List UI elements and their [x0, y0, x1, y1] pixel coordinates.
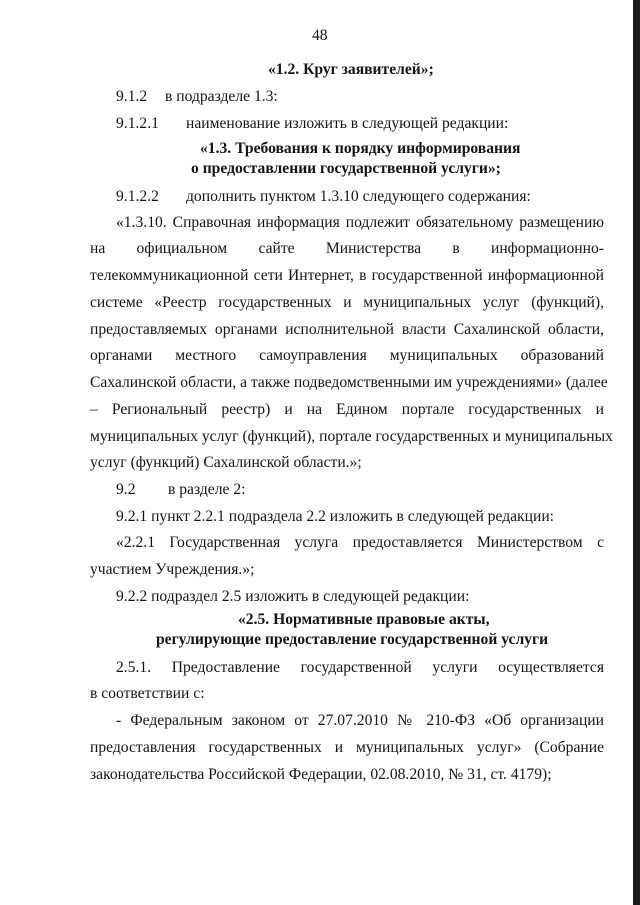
- para-1-3-10-line: услуг (функций) Сахалинской области.»;: [90, 454, 362, 471]
- heading-1-3-line1: «1.3. Требования к порядку информирования: [200, 140, 521, 157]
- item-9-1-2-number: 9.1.2: [116, 88, 148, 105]
- para-1-3-10-line: «1.3.10. Справочная информация подлежит обязательному размещению: [116, 214, 604, 231]
- item-9-2-1: 9.2.1 пункт 2.2.1 подраздела 2.2 изложить в следующей редакции:: [116, 508, 554, 525]
- para-law-line: - Федеральным законом от 27.07.2010 № 210-ФЗ «Об организации: [116, 712, 604, 729]
- item-9-1-2-2-text: дополнить пунктом 1.3.10 следующего содержания:: [186, 188, 531, 205]
- heading-1-3-line2: о предоставлении государственной услуги»;: [191, 160, 501, 177]
- page-number: 48: [312, 27, 328, 44]
- para-1-3-10-line: – Региональный реестр) и на Едином портале государственных и: [90, 401, 604, 418]
- para-1-3-10-line: Сахалинской области, а также подведомственными им учреждениями» (далее: [90, 374, 608, 391]
- para-1-3-10-line: органами местного самоуправления муниципальных образований: [90, 347, 604, 364]
- para-1-3-10-line: телекоммуникационной сети Интернет, в государственной информационной: [90, 267, 604, 284]
- item-9-2-text: в разделе 2:: [168, 481, 246, 498]
- item-9-1-2-2-number: 9.1.2.2: [116, 188, 159, 205]
- item-9-2-2: 9.2.2 подраздел 2.5 изложить в следующей редакции:: [116, 588, 470, 605]
- scan-edge-border: [633, 0, 640, 905]
- item-9-1-2-1-text: наименование изложить в следующей редакции:: [186, 115, 509, 132]
- item-9-1-2-text: в подразделе 1.3:: [165, 88, 278, 105]
- item-9-1-2-1-number: 9.1.2.1: [116, 115, 159, 132]
- heading-2-5-line2: регулирующие предоставление государственной услуги: [156, 631, 549, 648]
- para-2-5-1-line: 2.5.1. Предоставление государственной услуги осуществляется: [116, 659, 604, 676]
- para-2-5-1-line: в соответствии с:: [90, 685, 205, 702]
- para-2-2-1-line: «2.2.1 Государственная услуга предоставляется Министерством с: [116, 534, 604, 551]
- para-1-3-10-line: системе «Реестр государственных и муниципальных услуг (функций),: [90, 294, 604, 311]
- header-line: «1.2. Круг заявителей»;: [268, 61, 434, 78]
- para-law-line: предоставления государственных и муниципальных услуг» (Собрание: [90, 739, 604, 756]
- heading-2-5-line1: «2.5. Нормативные правовые акты,: [238, 611, 490, 628]
- para-1-3-10-line: муниципальных услуг (функций), портале государственных и муниципальных: [90, 428, 613, 445]
- item-9-2-number: 9.2: [116, 481, 136, 498]
- para-2-2-1-line: участием Учреждения.»;: [90, 561, 255, 578]
- para-1-3-10-line: предоставляемых органами исполнительной власти Сахалинской области,: [90, 321, 604, 338]
- para-1-3-10-line: на официальном сайте Министерства в информационно-: [90, 240, 604, 257]
- para-law-line: законодательства Российской Федерации, 02.08.2010, № 31, ст. 4179);: [90, 766, 552, 783]
